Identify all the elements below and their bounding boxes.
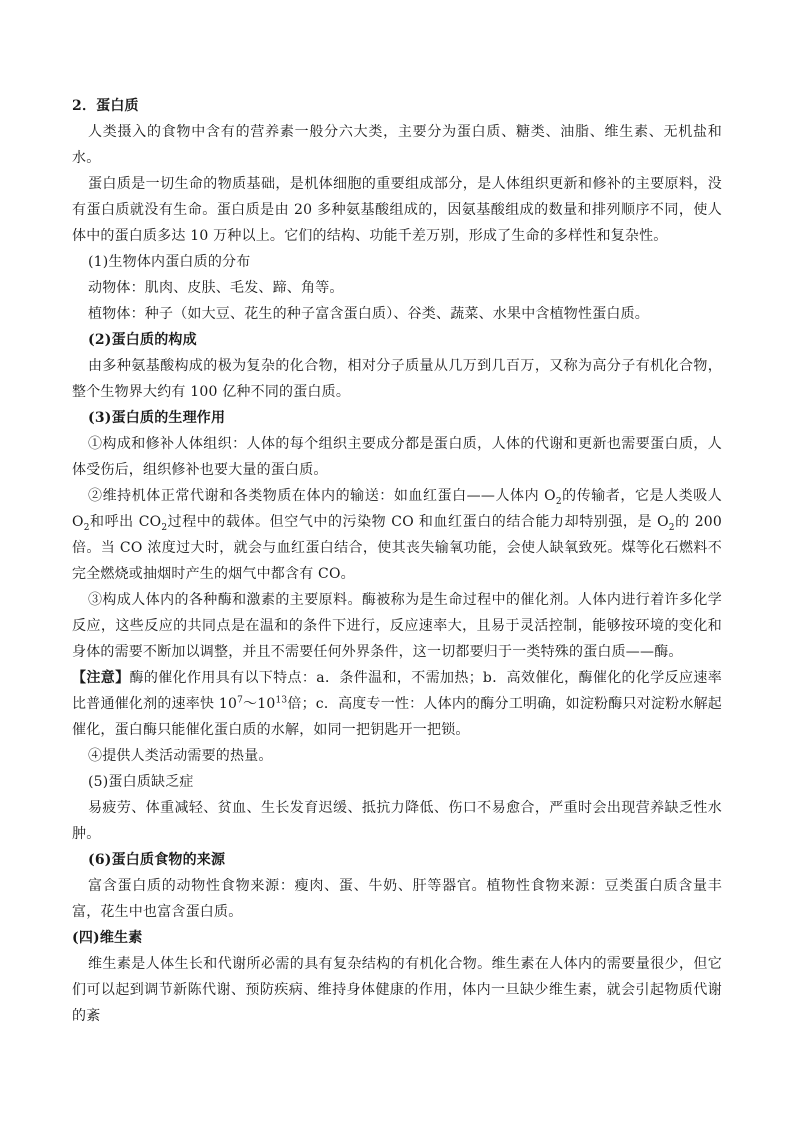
heading-distribution: (1)生物体内蛋白质的分布	[88, 254, 251, 270]
heading-function: (3)蛋白质的生理作用	[88, 410, 226, 426]
paragraph-protein-intro: 蛋白质是一切生命的物质基础，是机体细胞的重要组成部分，是人体组织更新和修补的主要原料，没有蛋白质就没有生命。蛋白质是由 20 多种氨基酸组成的，因氨基酸组成的数量和排列顺序不同，使人体中的蛋白质多达 10 万种以上。它们的结构、功能千差万别，形成了生命的多样性和复杂性。	[72, 176, 722, 244]
document-body	[72, 93, 722, 1029]
note-tag: 【注意】	[72, 670, 130, 686]
paragraph-sources: 富含蛋白质的动物性食物来源：瘦肉、蛋、牛奶、肝等器官。植物性食物来源：豆类蛋白质含量丰富，花生中也富含蛋白质。	[72, 878, 722, 920]
heading-composition: (2)蛋白质的构成	[88, 332, 197, 348]
note-paragraph: 【注意】酶的催化作用具有以下特点：a．条件温和，不需加热；b．高效催化，酶催化的化学反应速率比普通催化剂的速率快 $10^7\sim 10^{13}$倍；c．高度专一性：人体内的酶分工明确，如淀粉酶只对淀粉水解起催化，蛋白酶只能催化蛋白质的水解，如同一把钥匙开一把锁。	[72, 670, 722, 738]
paragraph-nutrients: 人类摄入的食物中含有的营养素一般分六大类，主要分为蛋白质、糖类、油脂、维生素、无机盐和水。	[72, 124, 722, 166]
paragraph-deficiency: 易疲劳、体重减轻、贫血、生长发育迟缓、抵抗力降低、伤口不易愈合，严重时会出现营养缺乏性水肿。	[72, 800, 722, 842]
section-title: 2．蛋白质	[72, 98, 139, 114]
paragraph-animal: 动物体：肌肉、皮肤、毛发、蹄、角等。	[88, 280, 344, 296]
paragraph-composition: 由多种氨基酸构成的极为复杂的化合物，相对分子质量从几万到几百万，又称为高分子有机化合物，整个生物界大约有 100 亿种不同的蛋白质。	[72, 358, 722, 400]
paragraph-function-4: ④提供人类活动需要的热量。	[88, 748, 273, 764]
paragraph-vitamins: 维生素是人体生长和代谢所必需的具有复杂结构的有机化合物。维生素在人体内的需要量很少，但它们可以起到调节新陈代谢、预防疾病、维持身体健康的作用，体内一旦缺少维生素，就会引起物质代谢的紊	[72, 956, 722, 1024]
heading-vitamins: (四)维生素	[72, 930, 143, 946]
paragraph-plant: 植物体：种子（如大豆、花生的种子富含蛋白质）、谷类、蔬菜、水果中含植物性蛋白质。	[88, 306, 649, 322]
heading-deficiency: (5)蛋白质缺乏症	[88, 774, 194, 790]
heading-sources: (6)蛋白质食物的来源	[88, 852, 226, 868]
paragraph-function-3: ③构成人体内的各种酶和激素的主要原料。酶被称为是生命过程中的催化剂。人体内进行着许多化学反应，这些反应的共同点是在温和的条件下进行，反应速率大，且易于灵活控制，能够按环境的变化和身体的需要不断加以调整，并且不需要任何外界条件，这一切都要归于一类特殊的蛋白质——酶。	[72, 592, 722, 660]
paragraph-function-1: ①构成和修补人体组织：人体的每个组织主要成分都是蛋白质，人体的代谢和更新也需要蛋白质，人体受伤后，组织修补也要大量的蛋白质。	[72, 436, 722, 478]
paragraph-function-2: ②维持机体正常代谢和各类物质在体内的输送：如血红蛋白——人体内 $O_2$的传输者，它是人类吸人 $O_2$和呼出 $CO_2$过程中的载体。但空气中的污染物 CO 和血红蛋白的结合能力却特别强，是 $O_2$的 200 倍。当 CO 浓度过大时，就会与血红蛋白结合，使其丧失输氧功能，会使人缺氧致死。煤等化石燃料不完全燃烧或抽烟时产生的烟气中都含有 CO。	[72, 488, 723, 582]
